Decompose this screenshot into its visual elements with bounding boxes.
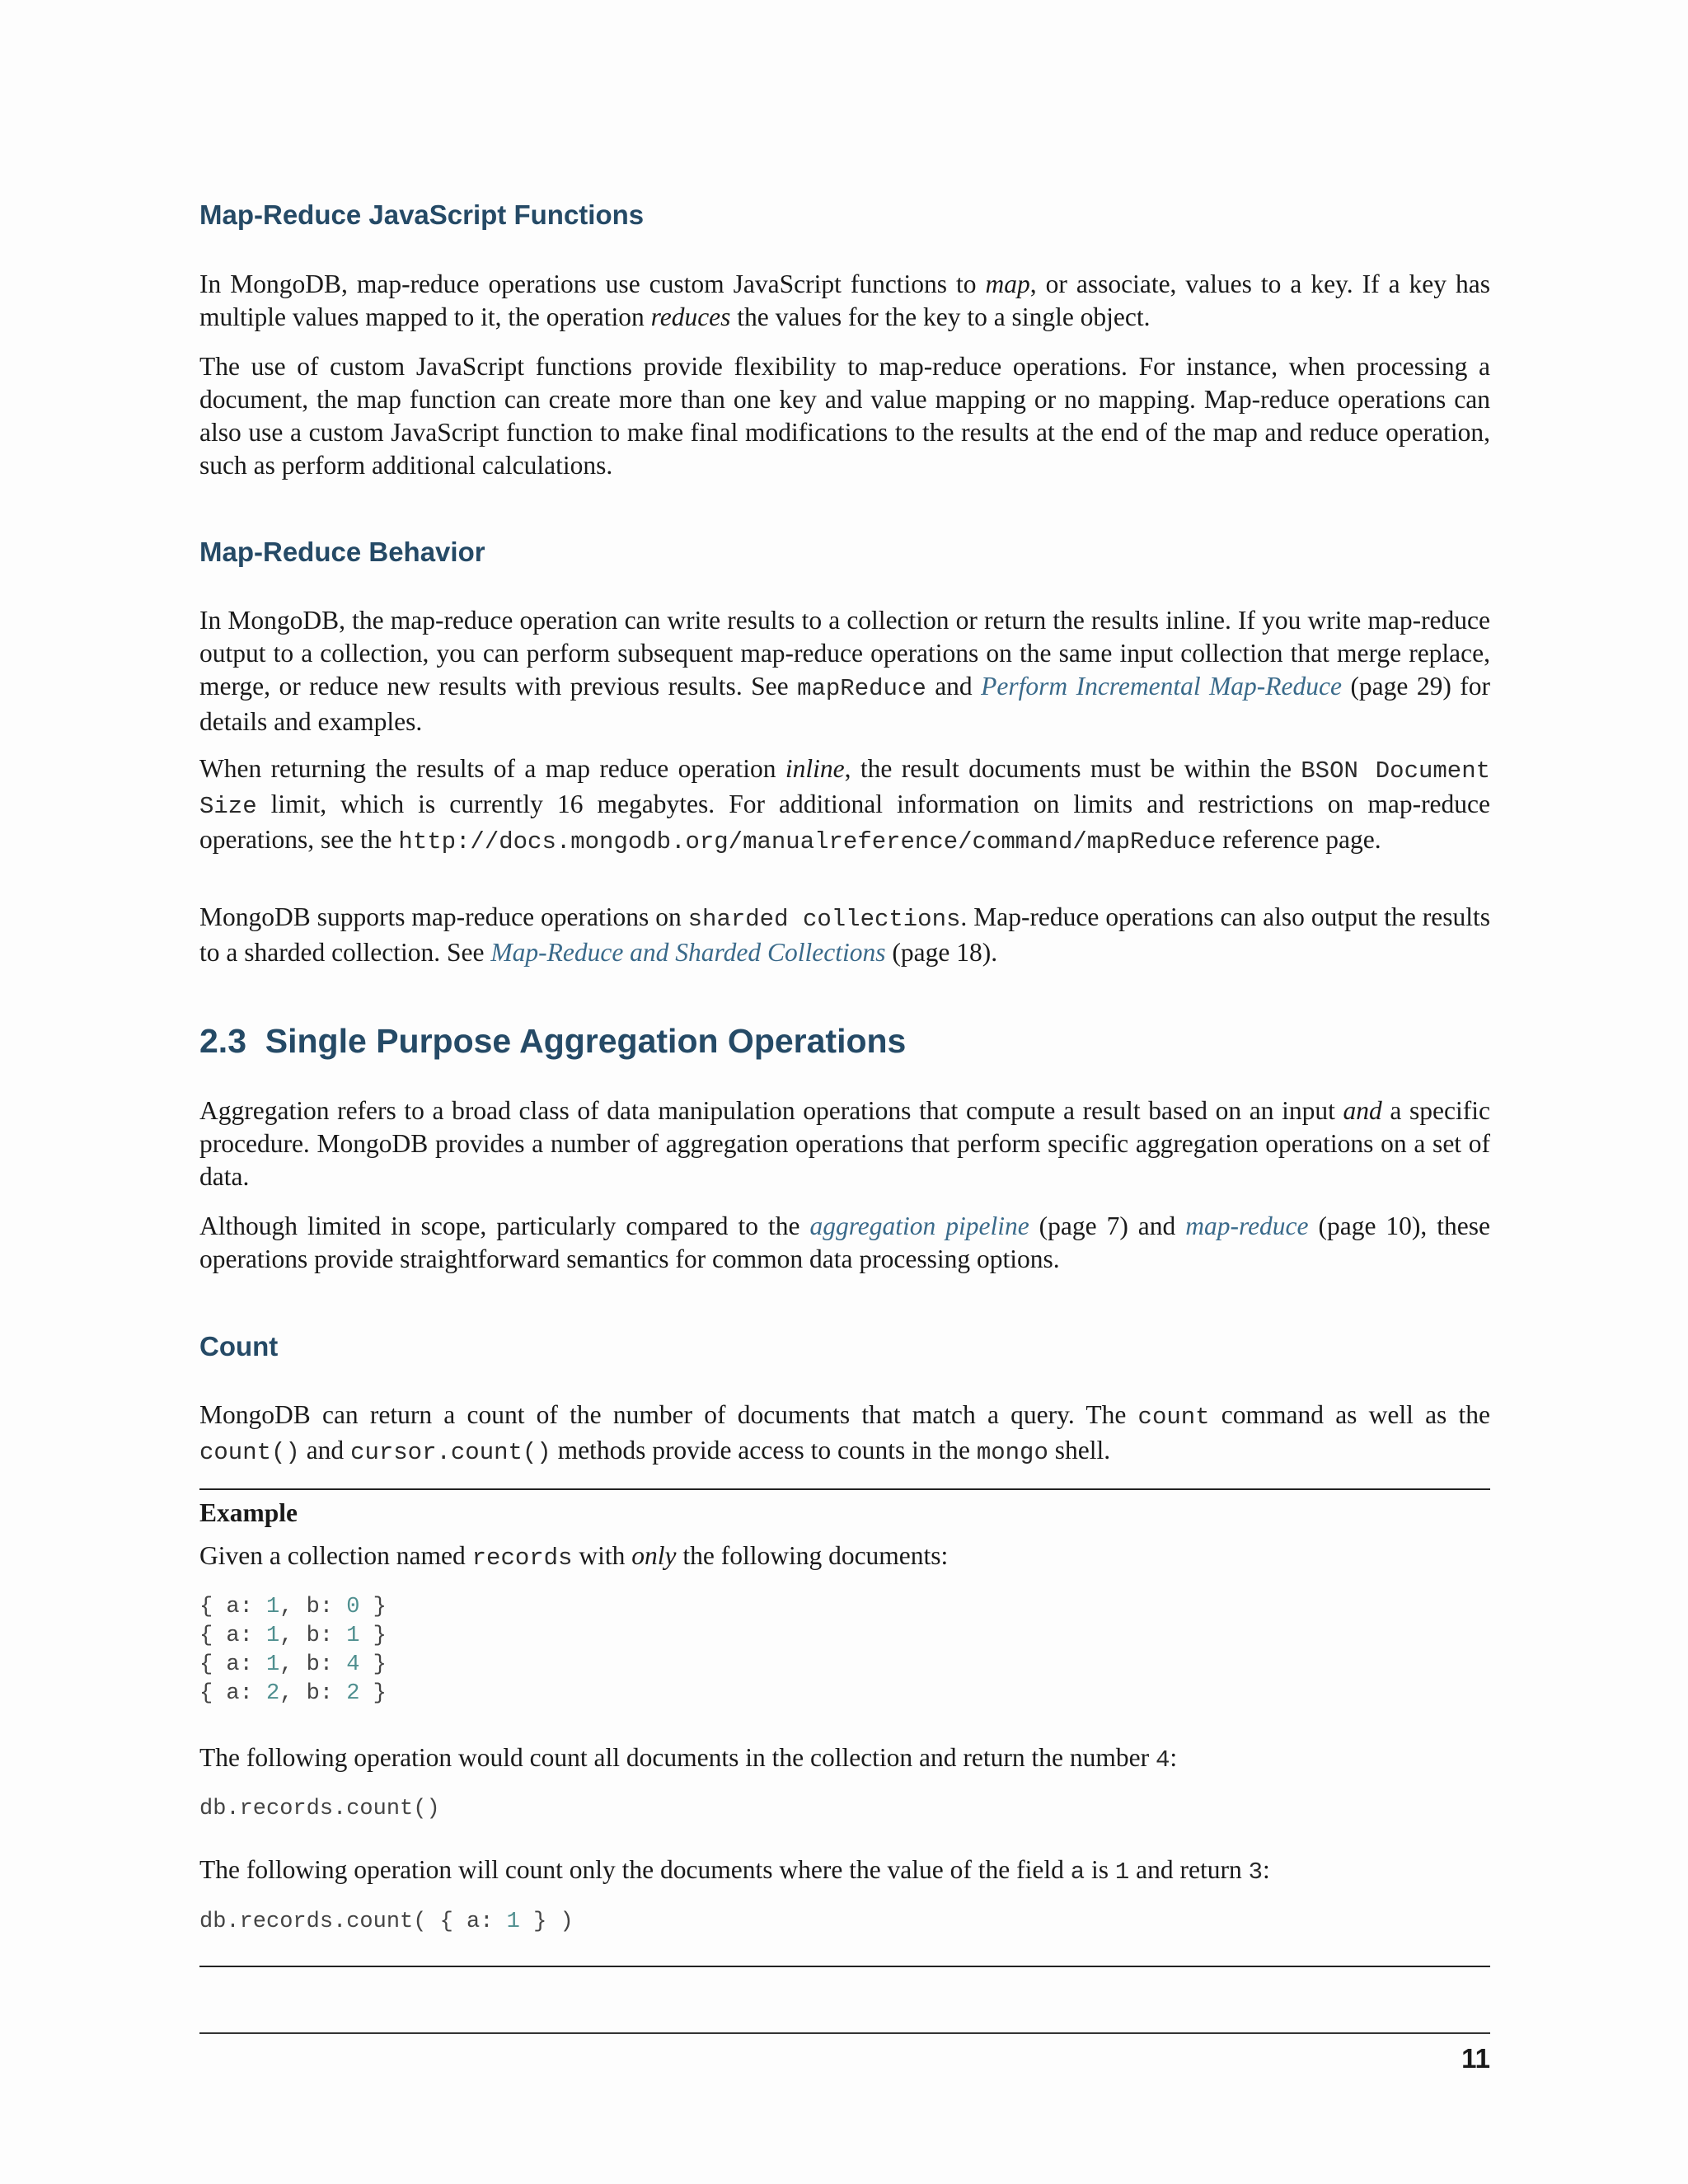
- link-map-reduce-sharded-collections[interactable]: Map-Reduce and Sharded Collections: [490, 938, 886, 967]
- example-title: Example: [199, 1498, 298, 1527]
- code-mapreduce: mapReduce: [797, 675, 926, 702]
- code-field-a: a: [1070, 1858, 1085, 1886]
- code-block-count-filtered: db.records.count( { a: 1 } ): [199, 1910, 574, 1934]
- code-bson-document-size: BSON Document Size: [199, 757, 1490, 820]
- example-paragraph-count-all: The following operation would count all documents in the collection and return the number 4:: [199, 1743, 1178, 1774]
- code-mapreduce-reference-url: http://docs.mongodb.org/manualreference/command/mapReduce: [398, 828, 1217, 855]
- link-aggregation-pipeline[interactable]: aggregation pipeline: [809, 1212, 1029, 1240]
- code-block-count-all: db.records.count(): [199, 1797, 440, 1821]
- paragraph-aggregation-2: Although limited in scope, particularly compared to the aggregation pipeline (page 7) and map-reduce (page 10), these operations provide straightforward semantics for common data processing options.: [199, 1212, 1490, 1273]
- example-top-rule: [199, 1488, 1490, 1490]
- code-cursor-count: cursor.count(): [350, 1439, 551, 1466]
- code-number-4: 4: [1155, 1746, 1170, 1774]
- code-block-documents: [199, 1593, 1490, 1708]
- link-perform-incremental-map-reduce[interactable]: Perform Incremental Map-Reduce: [981, 672, 1342, 701]
- page-number: 11: [1461, 2043, 1490, 2074]
- paragraph-behavior-1: In MongoDB, the map-reduce operation can write results to a collection or return the results inline. If you write map-reduce output to a collection, you can perform subsequent map-reduce operations on the same input collection that merge replace, merge, or reduce new results with previous results. See mapReduce and Perform Incremental Map-Reduce (page 29) for details and examples.: [199, 606, 1491, 736]
- heading-count: Count: [199, 1331, 279, 1361]
- paragraph-map-reduce-js-1: In MongoDB, map-reduce operations use custom JavaScript functions to map, or associate, values to a key. If a key has multiple values mapped to it, the operation reduces the values for the key to a single object.: [199, 269, 1490, 331]
- example-paragraph-count-filtered: The following operation will count only the documents where the value of the field a is 1 and return 3:: [199, 1855, 1270, 1886]
- paragraph-count-1: MongoDB can return a count of the number of documents that match a query. The count command as well as the count() and cursor.count() methods provide access to counts in the mongo shell.: [199, 1400, 1491, 1466]
- example-bottom-rule: [199, 1966, 1490, 1967]
- example-intro: Given a collection named records with only the following documents:: [199, 1541, 949, 1572]
- code-records: records: [471, 1544, 573, 1572]
- code-count-command: count: [1137, 1404, 1210, 1431]
- paragraph-behavior-3: MongoDB supports map-reduce operations on sharded collections. Map-reduce operations can also output the results to a sharded collection. See Map-Reduce and Sharded Collections (page 18).: [199, 902, 1490, 967]
- code-line: { a: 1, b: 1 }: [199, 1624, 387, 1648]
- heading-map-reduce-behavior: Map-Reduce Behavior: [199, 537, 485, 567]
- page: [199, 0, 1490, 2184]
- code-value-1: 1: [1114, 1858, 1130, 1886]
- heading-map-reduce-js-functions: Map-Reduce JavaScript Functions: [199, 199, 645, 230]
- code-line: { a: 2, b: 2 }: [199, 1681, 387, 1706]
- paragraph-map-reduce-js-2: The use of custom JavaScript functions provide flexibility to map-reduce operations. For instance, when processing a document, the map function can create more than one key and value mapping or no mapping. Map-reduce operations can also use a custom JavaScript function to make final modifications to the results at the end of the map and reduce operation, such as perform additional calculations.: [199, 352, 1490, 480]
- code-value-3: 3: [1248, 1858, 1264, 1886]
- code-count-method: count(): [199, 1439, 300, 1466]
- code-line: { a: 1, b: 4 }: [199, 1652, 387, 1677]
- paragraph-aggregation-1: Aggregation refers to a broad class of data manipulation operations that compute a result based on an input and a specific procedure. MongoDB provides a number of aggregation operations that perform specific aggregation operations on a set of data.: [199, 1096, 1490, 1191]
- link-map-reduce[interactable]: map-reduce: [1185, 1212, 1309, 1240]
- code-sharded-collections: sharded collections: [687, 906, 961, 933]
- code-line: { a: 1, b: 0 }: [199, 1595, 387, 1619]
- footer-rule: [199, 2032, 1490, 2034]
- code-mongo-shell: mongo: [976, 1439, 1048, 1466]
- heading-single-purpose-aggregation: 2.3 Single Purpose Aggregation Operations: [199, 1022, 907, 1060]
- paragraph-behavior-2: When returning the results of a map reduce operation inline, the result documents must be within the BSON Document Size limit, which is currently 16 megabytes. For additional information on limits and restrictions on map-reduce operations, see the http://docs.mongodb.org/manualreference/command/mapReduce reference page.: [199, 754, 1490, 855]
